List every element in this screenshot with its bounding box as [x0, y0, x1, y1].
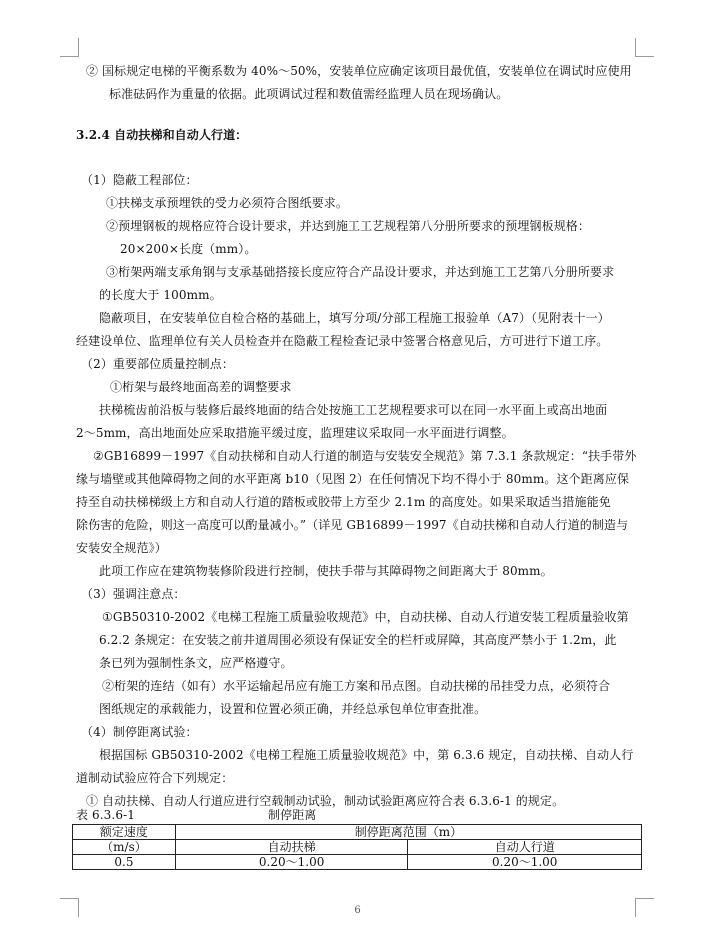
paragraph-line: 缘与墙壁或其他障碍物之间的水平距离 b10（见图 2）在任何情况下均不得小于 80mm。这个距离应保	[76, 472, 630, 486]
cell-speed: 0.5	[73, 855, 176, 870]
table-number: 表 6.3.6-1	[76, 808, 135, 822]
paragraph-line: 此项工作应在建筑物装修阶段进行控制，使扶手带与其障碍物之间距离大于 80mm。	[99, 564, 553, 578]
paragraph-line: 持至自动扶梯梯级上方和自动人行道的踏板或胶带上方至少 2.1m 的高度处。如果采取适当措施能免	[76, 495, 611, 509]
list-item: ① 自动扶梯、自动人行道应进行空载制动试验，制动试验距离应符合表 6.3.6-1 的规定。	[86, 794, 565, 808]
table-row	[73, 855, 642, 870]
para-balance-2: 标准砝码作为重量的依据。此项调试过程和数值需经监理人员在现场确认。	[109, 87, 509, 101]
header-rated-speed: 额定速度	[73, 825, 176, 840]
page-number: 6	[354, 905, 361, 916]
paragraph-line: 经建设单位、监理单位有关人员检查并在隐蔽工程检查记录中签署合格意见后，方可进行下道工序。	[76, 334, 609, 348]
crop-mark-top-right	[635, 38, 654, 57]
list-item: ①桁架与最终地面高差的调整要求	[110, 380, 292, 394]
table-title: 制停距离	[268, 808, 317, 822]
paragraph-line: ②GB16899－1997《自动扶梯和自动人行道的制造与安装安全规范》第 7.3.1 条款规定：“扶手带外	[93, 449, 637, 463]
header-stop-range: 制停距离范围（m）	[175, 825, 641, 840]
list-item: ①扶梯支承预埋铁的受力必须符合图纸要求。	[106, 196, 349, 210]
header-moving-walk: 自动人行道	[408, 840, 642, 855]
list-item: ②桁架的连结（如有）水平运输起吊应有施工方案和吊点图。自动扶梯的吊挂受力点，必须符合	[102, 679, 611, 693]
list-item-continuation: 条已列为强制性条文，应严格遵守。	[99, 656, 293, 670]
paragraph-line: 扶梯梳齿前沿板与装修后最终地面的结合处按施工工艺规程要求可以在同一水平面上或高出地面	[99, 403, 608, 417]
subheading-control-points: （2）重要部位质量控制点：	[81, 357, 234, 371]
paragraph-line: 隐蔽项目，在安装单位自检合格的基础上，填写分项/分部工程施工报验单（A7）（见附表十一）	[99, 311, 610, 325]
table-subheader-row	[73, 840, 642, 855]
subheading-hidden-works: （1）隐蔽工程部位：	[81, 173, 198, 187]
cell-walk-range: 0.20～1.00	[408, 855, 642, 870]
section-heading: 3.2.4 自动扶梯和自动人行道：	[76, 128, 248, 142]
header-escalator: 自动扶梯	[175, 840, 408, 855]
paragraph-line: 根据国标 GB50310-2002《电梯工程施工质量验收规范》中，第 6.3.6 规定，自动扶梯、自动人行	[99, 748, 634, 762]
list-item-continuation: 6.2.2 条规定：在安装之前井道周围必须设有保证安全的栏杆或屏障，其高度严禁小于 1.2m，此	[99, 633, 617, 647]
paragraph-line: 道制动试验应符合下列规定：	[76, 771, 234, 785]
list-item-continuation: 图纸规定的承载能力，设置和位置必须正确，并经总承包单位审查批准。	[99, 702, 487, 716]
paragraph-line: 2～5mm，高出地面处应采取措施平缓过度，监理建议采取同一水平面进行调整。	[76, 426, 514, 440]
list-item: ①GB50310-2002《电梯工程施工质量验收规范》中，自动扶梯、自动人行道安装工程质量验收第	[102, 610, 629, 624]
subheading-stopping-test: （4）制停距离试验：	[81, 725, 198, 739]
list-item: ②预埋钢板的规格应符合设计要求，并达到施工工艺规程第八分册所要求的预埋钢板规格：	[106, 219, 591, 233]
table-header-row	[73, 825, 642, 840]
stopping-distance-table	[72, 824, 642, 870]
paragraph-line: 除伤害的危险，则这一高度可以酌量减小。”（详见 GB16899－1997《自动扶梯和自动人行道的制造与	[76, 518, 629, 532]
cell-escalator-range: 0.20～1.00	[175, 855, 408, 870]
para-balance-1: ② 国标规定电梯的平衡系数为 40%～50%，安装单位应确定该项目最优值，安装单位在调试时应使用	[86, 64, 632, 78]
list-item-continuation: 20×200×长度（mm）。	[120, 242, 257, 256]
subheading-notes: （3）强调注意点：	[81, 587, 186, 601]
list-item: ③桁架两端支承角钢与支承基础搭接长度应符合产品设计要求，并达到施工工艺第八分册所要求	[106, 265, 615, 279]
crop-mark-top-left	[60, 38, 79, 57]
paragraph-line: 安装安全规范》）	[76, 541, 167, 555]
header-speed-unit: （m/s）	[73, 840, 176, 855]
list-item-continuation: 的长度大于 100mm。	[99, 288, 222, 302]
